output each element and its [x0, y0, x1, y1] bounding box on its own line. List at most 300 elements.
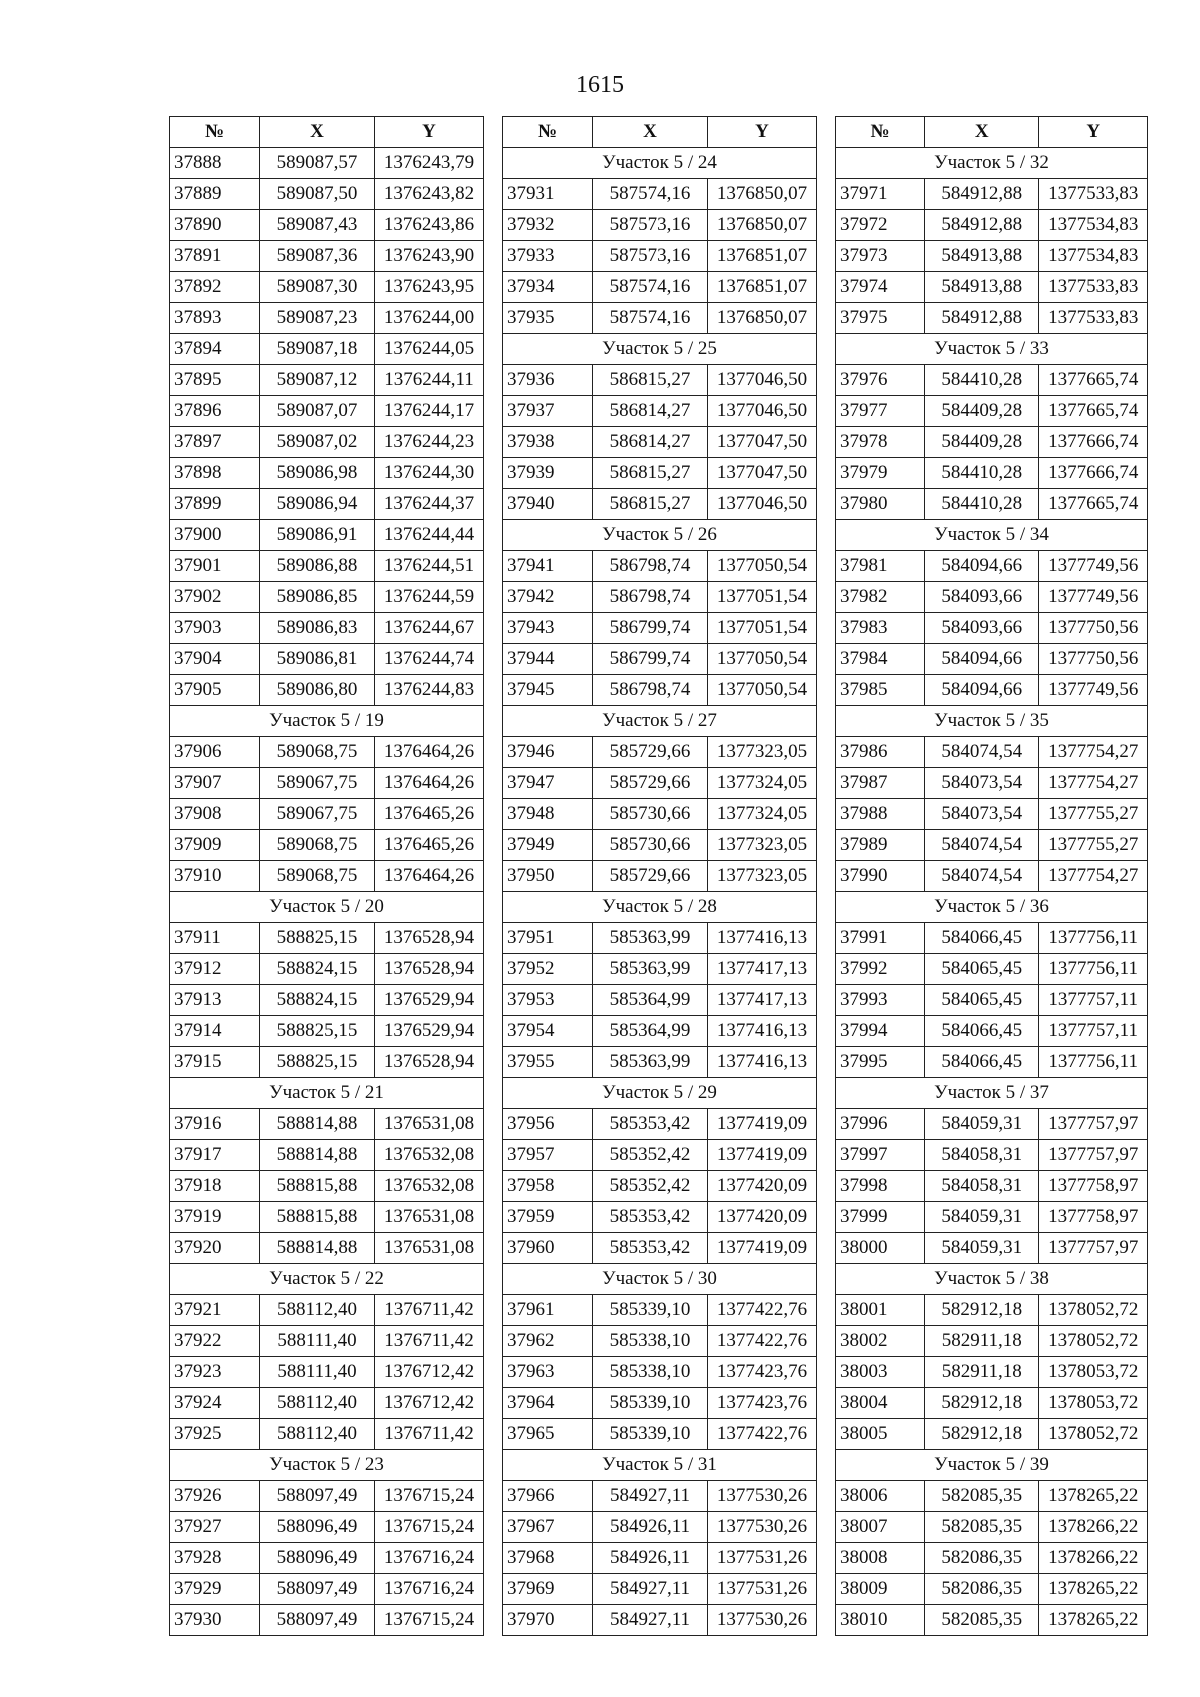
point-number: 38010 [836, 1605, 925, 1636]
header-row [503, 117, 817, 148]
point-number: 37921 [170, 1295, 260, 1326]
y-coordinate: 1376716,24 [375, 1543, 484, 1574]
y-coordinate: 1377749,56 [1039, 582, 1148, 613]
x-coordinate: 585353,42 [593, 1233, 708, 1264]
y-coordinate: 1377757,97 [1039, 1233, 1148, 1264]
x-coordinate: 585353,42 [593, 1109, 708, 1140]
x-coordinate: 582912,18 [925, 1419, 1039, 1450]
point-number: 37939 [503, 458, 593, 489]
table-row [503, 396, 817, 427]
y-coordinate: 1378052,72 [1039, 1326, 1148, 1357]
table-row [503, 675, 817, 706]
table-row [836, 1016, 1148, 1047]
x-coordinate: 589068,75 [260, 830, 375, 861]
y-coordinate: 1376244,17 [375, 396, 484, 427]
x-coordinate: 585353,42 [593, 1202, 708, 1233]
section-row [503, 1450, 817, 1481]
point-number: 37947 [503, 768, 593, 799]
y-coordinate: 1377416,13 [708, 1047, 817, 1078]
table-row [503, 1512, 817, 1543]
table-row [503, 1295, 817, 1326]
y-coordinate: 1377665,74 [1039, 365, 1148, 396]
x-coordinate: 588097,49 [260, 1481, 375, 1512]
y-coordinate: 1377750,56 [1039, 644, 1148, 675]
x-coordinate: 585729,66 [593, 861, 708, 892]
table-row [503, 830, 817, 861]
y-coordinate: 1378265,22 [1039, 1481, 1148, 1512]
table-row [836, 396, 1148, 427]
table-row [170, 1574, 484, 1605]
point-number: 37905 [170, 675, 260, 706]
x-coordinate: 584927,11 [593, 1605, 708, 1636]
y-coordinate: 1376244,59 [375, 582, 484, 613]
x-coordinate: 584093,66 [925, 582, 1039, 613]
x-coordinate: 589067,75 [260, 768, 375, 799]
point-number: 37988 [836, 799, 925, 830]
point-number: 37983 [836, 613, 925, 644]
point-number: 37934 [503, 272, 593, 303]
x-coordinate: 584912,88 [925, 210, 1039, 241]
y-coordinate: 1377051,54 [708, 613, 817, 644]
section-row [170, 1264, 484, 1295]
y-coordinate: 1377324,05 [708, 799, 817, 830]
y-coordinate: 1376529,94 [375, 1016, 484, 1047]
y-coordinate: 1377756,11 [1039, 923, 1148, 954]
section-row [836, 1078, 1148, 1109]
y-coordinate: 1377047,50 [708, 427, 817, 458]
y-coordinate: 1376528,94 [375, 1047, 484, 1078]
section-label: Участок 5 / 32 [836, 148, 1148, 179]
point-number: 37967 [503, 1512, 593, 1543]
section-row [503, 1264, 817, 1295]
point-number: 37894 [170, 334, 260, 365]
table-row [836, 830, 1148, 861]
header-x: X [925, 117, 1039, 148]
x-coordinate: 584066,45 [925, 1047, 1039, 1078]
point-number: 37915 [170, 1047, 260, 1078]
table-row [170, 365, 484, 396]
x-coordinate: 582911,18 [925, 1326, 1039, 1357]
point-number: 37945 [503, 675, 593, 706]
table-row [503, 644, 817, 675]
x-coordinate: 588096,49 [260, 1543, 375, 1574]
section-row [503, 334, 817, 365]
table-row [170, 799, 484, 830]
table-row [836, 954, 1148, 985]
y-coordinate: 1376464,26 [375, 737, 484, 768]
table-row [170, 1419, 484, 1450]
table-row [170, 1140, 484, 1171]
table-row [503, 489, 817, 520]
y-coordinate: 1376715,24 [375, 1605, 484, 1636]
y-coordinate: 1376465,26 [375, 830, 484, 861]
point-number: 37971 [836, 179, 925, 210]
table-row [503, 923, 817, 954]
point-number: 38001 [836, 1295, 925, 1326]
y-coordinate: 1377533,83 [1039, 303, 1148, 334]
y-coordinate: 1377749,56 [1039, 675, 1148, 706]
x-coordinate: 584409,28 [925, 396, 1039, 427]
x-coordinate: 584065,45 [925, 985, 1039, 1016]
y-coordinate: 1376243,86 [375, 210, 484, 241]
table-row [503, 737, 817, 768]
table-row [836, 179, 1148, 210]
table-row [836, 613, 1148, 644]
x-coordinate: 582085,35 [925, 1512, 1039, 1543]
table-row [503, 985, 817, 1016]
y-coordinate: 1377420,09 [708, 1171, 817, 1202]
x-coordinate: 588097,49 [260, 1574, 375, 1605]
point-number: 37928 [170, 1543, 260, 1574]
point-number: 37916 [170, 1109, 260, 1140]
table-row [836, 551, 1148, 582]
x-coordinate: 586798,74 [593, 582, 708, 613]
x-coordinate: 588815,88 [260, 1202, 375, 1233]
y-coordinate: 1377046,50 [708, 489, 817, 520]
y-coordinate: 1376244,51 [375, 551, 484, 582]
table-row [836, 675, 1148, 706]
table-row [170, 1047, 484, 1078]
header-x: X [593, 117, 708, 148]
point-number: 37952 [503, 954, 593, 985]
header-x: X [260, 117, 375, 148]
section-label: Участок 5 / 27 [503, 706, 817, 737]
section-label: Участок 5 / 25 [503, 334, 817, 365]
table-row [503, 799, 817, 830]
header-y: Y [708, 117, 817, 148]
table-row [836, 1512, 1148, 1543]
table-row [170, 1109, 484, 1140]
point-number: 37917 [170, 1140, 260, 1171]
y-coordinate: 1377750,56 [1039, 613, 1148, 644]
x-coordinate: 589086,85 [260, 582, 375, 613]
point-number: 37996 [836, 1109, 925, 1140]
point-number: 37946 [503, 737, 593, 768]
point-number: 37900 [170, 520, 260, 551]
y-coordinate: 1377755,27 [1039, 830, 1148, 861]
point-number: 37897 [170, 427, 260, 458]
x-coordinate: 587574,16 [593, 303, 708, 334]
point-number: 37998 [836, 1171, 925, 1202]
section-label: Участок 5 / 31 [503, 1450, 817, 1481]
table-row [836, 1419, 1148, 1450]
point-number: 37918 [170, 1171, 260, 1202]
x-coordinate: 589086,88 [260, 551, 375, 582]
point-number: 37926 [170, 1481, 260, 1512]
table-row [503, 365, 817, 396]
point-number: 37959 [503, 1202, 593, 1233]
x-coordinate: 588825,15 [260, 923, 375, 954]
point-number: 38005 [836, 1419, 925, 1450]
y-coordinate: 1376851,07 [708, 241, 817, 272]
x-coordinate: 585729,66 [593, 737, 708, 768]
point-number: 37930 [170, 1605, 260, 1636]
point-number: 37932 [503, 210, 593, 241]
y-coordinate: 1377757,97 [1039, 1140, 1148, 1171]
table-row [836, 1388, 1148, 1419]
table-row [170, 458, 484, 489]
section-label: Участок 5 / 21 [170, 1078, 484, 1109]
y-coordinate: 1376532,08 [375, 1140, 484, 1171]
point-number: 37977 [836, 396, 925, 427]
y-coordinate: 1376715,24 [375, 1512, 484, 1543]
table-row [170, 830, 484, 861]
table-row [170, 923, 484, 954]
point-number: 37956 [503, 1109, 593, 1140]
y-coordinate: 1377665,74 [1039, 396, 1148, 427]
y-coordinate: 1376712,42 [375, 1357, 484, 1388]
point-number: 37925 [170, 1419, 260, 1450]
table-row [170, 1543, 484, 1574]
y-coordinate: 1376712,42 [375, 1388, 484, 1419]
x-coordinate: 588111,40 [260, 1357, 375, 1388]
point-number: 37990 [836, 861, 925, 892]
x-coordinate: 584094,66 [925, 644, 1039, 675]
point-number: 37999 [836, 1202, 925, 1233]
y-coordinate: 1376851,07 [708, 272, 817, 303]
y-coordinate: 1378266,22 [1039, 1543, 1148, 1574]
y-coordinate: 1377420,09 [708, 1202, 817, 1233]
table-row [836, 1481, 1148, 1512]
table-row [836, 1574, 1148, 1605]
header-number: № [503, 117, 593, 148]
table-row [170, 1171, 484, 1202]
x-coordinate: 588815,88 [260, 1171, 375, 1202]
table-row [170, 985, 484, 1016]
y-coordinate: 1376711,42 [375, 1295, 484, 1326]
x-coordinate: 584927,11 [593, 1574, 708, 1605]
x-coordinate: 585363,99 [593, 954, 708, 985]
x-coordinate: 586814,27 [593, 427, 708, 458]
y-coordinate: 1378052,72 [1039, 1419, 1148, 1450]
table-row [170, 303, 484, 334]
x-coordinate: 585730,66 [593, 830, 708, 861]
section-row [170, 892, 484, 923]
y-coordinate: 1377757,11 [1039, 985, 1148, 1016]
section-label: Участок 5 / 37 [836, 1078, 1148, 1109]
point-number: 37935 [503, 303, 593, 334]
y-coordinate: 1377324,05 [708, 768, 817, 799]
table-row [170, 1357, 484, 1388]
point-number: 37940 [503, 489, 593, 520]
x-coordinate: 589086,91 [260, 520, 375, 551]
table-row [836, 458, 1148, 489]
header-row [170, 117, 484, 148]
y-coordinate: 1377531,26 [708, 1574, 817, 1605]
x-coordinate: 586815,27 [593, 489, 708, 520]
table-row [170, 179, 484, 210]
table-row [503, 1233, 817, 1264]
point-number: 37997 [836, 1140, 925, 1171]
x-coordinate: 589086,83 [260, 613, 375, 644]
point-number: 37944 [503, 644, 593, 675]
y-coordinate: 1376711,42 [375, 1419, 484, 1450]
point-number: 37954 [503, 1016, 593, 1047]
table-row [836, 1357, 1148, 1388]
section-row [836, 1264, 1148, 1295]
y-coordinate: 1376531,08 [375, 1233, 484, 1264]
table-row [836, 1295, 1148, 1326]
table-row [503, 613, 817, 644]
x-coordinate: 582911,18 [925, 1357, 1039, 1388]
section-label: Участок 5 / 29 [503, 1078, 817, 1109]
table-row [170, 396, 484, 427]
point-number: 37901 [170, 551, 260, 582]
table-row [503, 1388, 817, 1419]
table-row [170, 489, 484, 520]
table-row [836, 1047, 1148, 1078]
x-coordinate: 589087,12 [260, 365, 375, 396]
point-number: 37948 [503, 799, 593, 830]
table-row [170, 1326, 484, 1357]
point-number: 37912 [170, 954, 260, 985]
x-coordinate: 584073,54 [925, 799, 1039, 830]
y-coordinate: 1377754,27 [1039, 861, 1148, 892]
table-row [170, 613, 484, 644]
x-coordinate: 582086,35 [925, 1574, 1039, 1605]
section-row [503, 148, 817, 179]
header-y: Y [1039, 117, 1148, 148]
section-row [503, 1078, 817, 1109]
table-row [503, 458, 817, 489]
x-coordinate: 584926,11 [593, 1543, 708, 1574]
point-number: 37985 [836, 675, 925, 706]
x-coordinate: 587573,16 [593, 210, 708, 241]
table-row [836, 644, 1148, 675]
point-number: 37986 [836, 737, 925, 768]
y-coordinate: 1376850,07 [708, 303, 817, 334]
y-coordinate: 1378265,22 [1039, 1605, 1148, 1636]
table-row [170, 737, 484, 768]
table-row [836, 1140, 1148, 1171]
y-coordinate: 1377758,97 [1039, 1202, 1148, 1233]
y-coordinate: 1377416,13 [708, 923, 817, 954]
x-coordinate: 586799,74 [593, 644, 708, 675]
point-number: 37973 [836, 241, 925, 272]
x-coordinate: 589067,75 [260, 799, 375, 830]
y-coordinate: 1378266,22 [1039, 1512, 1148, 1543]
x-coordinate: 584074,54 [925, 830, 1039, 861]
table-row [503, 1047, 817, 1078]
point-number: 37927 [170, 1512, 260, 1543]
x-coordinate: 585363,99 [593, 923, 708, 954]
y-coordinate: 1377051,54 [708, 582, 817, 613]
y-coordinate: 1376716,24 [375, 1574, 484, 1605]
y-coordinate: 1377756,11 [1039, 1047, 1148, 1078]
section-label: Участок 5 / 36 [836, 892, 1148, 923]
y-coordinate: 1377419,09 [708, 1140, 817, 1171]
page-number: 1615 [576, 72, 624, 98]
header-number: № [836, 117, 925, 148]
point-number: 37936 [503, 365, 593, 396]
y-coordinate: 1376244,37 [375, 489, 484, 520]
point-number: 37895 [170, 365, 260, 396]
x-coordinate: 587573,16 [593, 241, 708, 272]
point-number: 37904 [170, 644, 260, 675]
table-row [503, 1605, 817, 1636]
table-row [170, 1016, 484, 1047]
x-coordinate: 582085,35 [925, 1605, 1039, 1636]
x-coordinate: 584410,28 [925, 458, 1039, 489]
table-row [836, 241, 1148, 272]
x-coordinate: 584059,31 [925, 1202, 1039, 1233]
y-coordinate: 1376244,11 [375, 365, 484, 396]
table-row [503, 1357, 817, 1388]
x-coordinate: 585364,99 [593, 985, 708, 1016]
point-number: 37931 [503, 179, 593, 210]
y-coordinate: 1376244,74 [375, 644, 484, 675]
y-coordinate: 1378053,72 [1039, 1388, 1148, 1419]
y-coordinate: 1377046,50 [708, 365, 817, 396]
point-number: 37966 [503, 1481, 593, 1512]
section-row [503, 892, 817, 923]
point-number: 37942 [503, 582, 593, 613]
x-coordinate: 589086,80 [260, 675, 375, 706]
point-number: 37937 [503, 396, 593, 427]
table-row [170, 644, 484, 675]
x-coordinate: 589087,43 [260, 210, 375, 241]
y-coordinate: 1377422,76 [708, 1419, 817, 1450]
x-coordinate: 588814,88 [260, 1109, 375, 1140]
table-row [503, 179, 817, 210]
section-label: Участок 5 / 39 [836, 1450, 1148, 1481]
x-coordinate: 585339,10 [593, 1419, 708, 1450]
x-coordinate: 588825,15 [260, 1016, 375, 1047]
table-row [503, 1109, 817, 1140]
y-coordinate: 1376464,26 [375, 861, 484, 892]
table-row [170, 1481, 484, 1512]
x-coordinate: 585363,99 [593, 1047, 708, 1078]
x-coordinate: 586814,27 [593, 396, 708, 427]
x-coordinate: 584093,66 [925, 613, 1039, 644]
section-row [836, 520, 1148, 551]
x-coordinate: 585352,42 [593, 1171, 708, 1202]
x-coordinate: 586799,74 [593, 613, 708, 644]
point-number: 37984 [836, 644, 925, 675]
point-number: 37902 [170, 582, 260, 613]
x-coordinate: 586798,74 [593, 675, 708, 706]
table-row [503, 582, 817, 613]
point-number: 38006 [836, 1481, 925, 1512]
point-number: 37978 [836, 427, 925, 458]
x-coordinate: 589068,75 [260, 861, 375, 892]
x-coordinate: 588096,49 [260, 1512, 375, 1543]
y-coordinate: 1376244,67 [375, 613, 484, 644]
section-label: Участок 5 / 19 [170, 706, 484, 737]
x-coordinate: 584058,31 [925, 1140, 1039, 1171]
table-row [503, 1574, 817, 1605]
x-coordinate: 585339,10 [593, 1388, 708, 1419]
table-row [503, 303, 817, 334]
section-label: Участок 5 / 20 [170, 892, 484, 923]
point-number: 38008 [836, 1543, 925, 1574]
section-label: Участок 5 / 35 [836, 706, 1148, 737]
point-number: 37943 [503, 613, 593, 644]
table-row [503, 551, 817, 582]
x-coordinate: 588112,40 [260, 1419, 375, 1450]
x-coordinate: 585364,99 [593, 1016, 708, 1047]
table-row [836, 489, 1148, 520]
x-coordinate: 584926,11 [593, 1512, 708, 1543]
table-row [170, 675, 484, 706]
x-coordinate: 585339,10 [593, 1295, 708, 1326]
x-coordinate: 589068,75 [260, 737, 375, 768]
table-row [170, 861, 484, 892]
y-coordinate: 1377050,54 [708, 644, 817, 675]
x-coordinate: 588112,40 [260, 1295, 375, 1326]
table-row [836, 1202, 1148, 1233]
y-coordinate: 1377416,13 [708, 1016, 817, 1047]
